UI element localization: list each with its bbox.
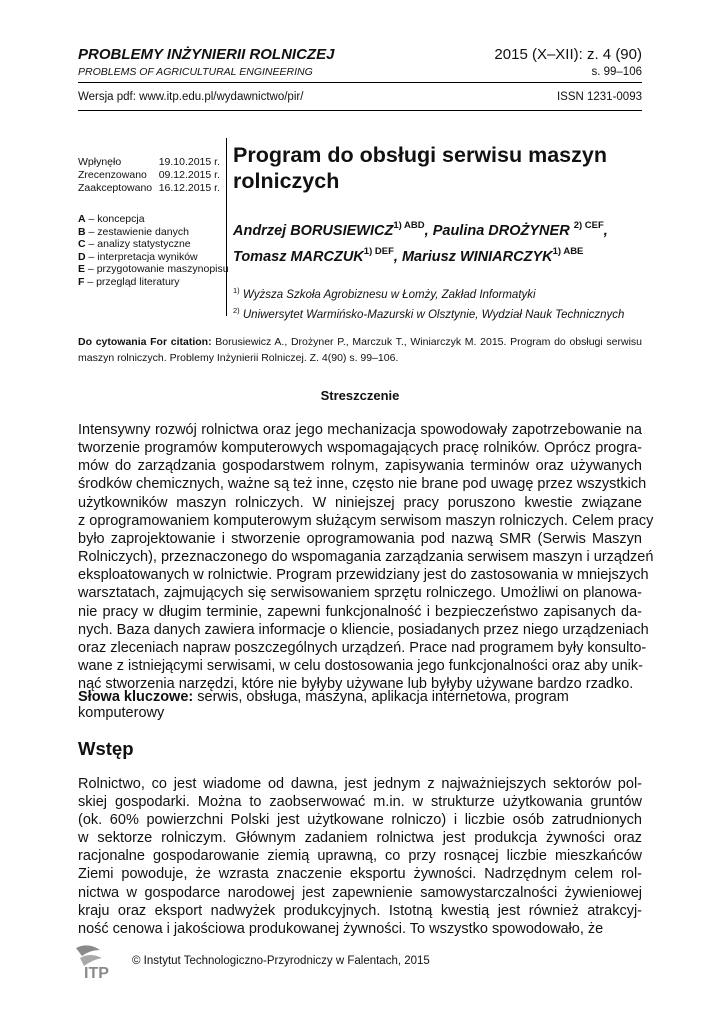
- keywords: Słowa kluczowe: serwis, obsługa, maszyna, aplikacja internetowa, program komputerowy: [78, 689, 569, 721]
- author-name: Andrzej BORUSIEWICZ: [233, 222, 394, 239]
- affiliation: $^{1)}$ Wyższa Szkoła Agrobiznesu w Łomży, Zakład Informatyki: [233, 286, 536, 301]
- citation-label: Do cytowania For citation:: [78, 336, 212, 348]
- date-value: 16.12.2015 r.: [158, 182, 220, 194]
- author-list: Andrzej $BORUSIEWICZ^{1) ABD}$, Paulina DROŻYNER $^{2) CEF}$, Tomasz $MARCZUK^{1) DEF}$, Mariusz $WINIARCZYK^{1) ABE}$: [233, 220, 608, 265]
- date-label: Zrecenzowano: [78, 169, 147, 181]
- header-rule: [78, 82, 642, 83]
- date-label: Wpłynęło: [78, 156, 122, 168]
- text-line: oraz zleceniach napraw poszczególnych urządzeń. Prace nad programem były konsulto-: [78, 639, 647, 656]
- date-row-received: [78, 156, 220, 169]
- text-line: Rolniczych), przeznaczonego do wspomagania zarządzania serwisem maszyn i urządzeń: [78, 549, 654, 566]
- affiliation: $^{2)}$ Uniwersytet Warmińsko-Mazurski w Olsztynie, Wydział Nauk Technicznych: [233, 306, 625, 322]
- text-line: w sektorze rolniczym. Głównym zadaniem rolnictwa jest produkcja żywności oraz: [78, 830, 642, 847]
- journal-issue: 2015 (X–XII): z. 4 (90): [494, 46, 642, 63]
- journal-subtitle: PROBLEMS OF AGRICULTURAL ENGINEERING: [78, 66, 313, 78]
- text-line: z oprogramowaniem komputerowym służącym serwisom maszyn rolniczych. Celem pracy: [78, 512, 654, 529]
- pdf-version-link[interactable]: Wersja pdf: www.itp.edu.pl/wydawnictwo/pir/: [78, 91, 304, 103]
- text-line: Intensywny rozwój rolnictwa oraz jego mechanizacja spowodowały zapotrzebowanie na: [78, 422, 642, 438]
- text-line: warsztatach, zajmujących się serwisowaniem sprzętu rolniczego. Umożliwi on planowa-: [78, 585, 642, 602]
- text-line: użytkowników maszyn rolniczych. W niniejszej pracy poruszono kwestie związane: [78, 494, 642, 511]
- author-name: Mariusz WINIARCZYK: [401, 248, 553, 265]
- column-divider: [226, 138, 227, 316]
- contribution-item: B – zestawienie danych: [78, 225, 189, 238]
- text-line: tworzenie programów komputerowych wspomagających pracę rolników. Oprócz progra-: [78, 440, 642, 457]
- text-line: nie pracy w długim terminie, zapewni funkcjonalność i bezpieczeństwo zapisanych da-: [78, 603, 642, 620]
- text-line: nąć stworzenia narzędzi, które nie byłyby używane lub byłyby używane bardzo rzadko.: [78, 676, 634, 693]
- page-range: s. 99–106: [591, 66, 642, 78]
- logo-text: ITP: [84, 965, 109, 982]
- text-line: nych. Baza danych zawiera informacje o kliencie, posiadanych przez niego urządzeniach: [78, 621, 649, 638]
- date-row-accepted: [78, 182, 220, 195]
- text-line: Rolnictwo, co jest wiadome od dawna, jest jednym z najważniejszych sektorów pol-: [78, 776, 642, 792]
- citation: Do cytowania For citation: Borusiewicz A., Drożyner P., Marczuk T., Winiarczyk M. 2015. Program do obsługi serwisu maszyn rolniczych. Problemy Inżynierii Rolniczej. Z. 4(90) s. 99–106.: [78, 336, 643, 364]
- text-line: racjonalne gospodarowanie ziemią uprawną, co przy rosnącej liczbie mieszkańców: [78, 848, 642, 865]
- author-name: Paulina DROŻYNER: [432, 222, 574, 239]
- copyright: © Instytut Technologiczno-Przyrodniczy w Falentach, 2015: [132, 955, 430, 967]
- text-line: było zaprojektowanie i stworzenie oprogramowania pod nazwą SMR (Serwis Maszyn: [78, 530, 642, 547]
- date-row-reviewed: [78, 169, 220, 182]
- text-line: skiej gospodarki. Można to zaobserwować m.in. w strukturze użytkowania gruntów: [78, 794, 642, 811]
- text-line: kraju oraz eksport nadwyżek produkcyjnych. Istotną kwestią jest również atrakcyj-: [78, 902, 642, 919]
- keywords-label: Słowa kluczowe:: [78, 689, 194, 705]
- issn: ISSN 1231-0093: [556, 91, 642, 103]
- text-line: eksploatowanych w rolnictwie. Program przewidziany jest do zastosowania w mniejszych: [78, 567, 649, 584]
- author-name: Tomasz MARCZUK: [233, 248, 364, 265]
- section-heading: Wstęp: [78, 738, 134, 759]
- text-line: środków chemicznych, ważne są też inne, często nie brane pod uwagę przez wszystkich: [78, 476, 647, 493]
- text-line: ność cenowa i jakościowa produkowanej żywności. To wszystko spowodowało, że: [78, 920, 604, 937]
- journal-title: PROBLEMY INŻYNIERII ROLNICZEJ: [78, 46, 335, 63]
- affiliations: [233, 283, 624, 324]
- date-value: 19.10.2015 r.: [158, 156, 220, 168]
- text-line: Ziemi powoduje, że wzrasta znaczenie eksportu żywności. Nadrzędnym celem rol-: [78, 866, 642, 883]
- text-line: nictwa w gospodarce narodowej jest zapewnienie samowystarczalności żywieniowej: [78, 884, 642, 901]
- date-value: 09.12.2015 r.: [158, 169, 220, 181]
- contribution-item: D – interpretacja wyników: [78, 250, 198, 263]
- contribution-item: F – przegląd literatury: [78, 275, 180, 288]
- text-line: wane z istniejącymi serwisami, w celu dostosowania jego funkcjonalności oraz aby unik-: [78, 658, 643, 675]
- date-label: Zaakceptowano: [78, 182, 153, 194]
- article-title: Program do obsługi serwisu maszyn rolniczych: [233, 143, 607, 193]
- text-line: (ok. 60% powierzchni Polski jest użytkowane rolniczo) i liczbie osób zatrudnionych: [78, 812, 642, 829]
- contribution-item: A – koncepcja: [78, 213, 145, 225]
- text-line: mów do zarządzania gospodarstwem rolnym, zapisywania terminów oraz używanych: [78, 458, 642, 475]
- itp-logo-icon: [70, 940, 126, 982]
- contribution-item: E – przygotowanie maszynopisu: [78, 263, 229, 276]
- contribution-legend: [78, 213, 229, 289]
- contribution-item: C – analizy statystyczne: [78, 238, 191, 251]
- section-body: [78, 775, 642, 938]
- abstract-heading: Streszczenie: [320, 388, 400, 403]
- header-rule-bottom: [78, 110, 642, 111]
- submission-dates: [78, 156, 220, 195]
- abstract-body: [78, 421, 654, 693]
